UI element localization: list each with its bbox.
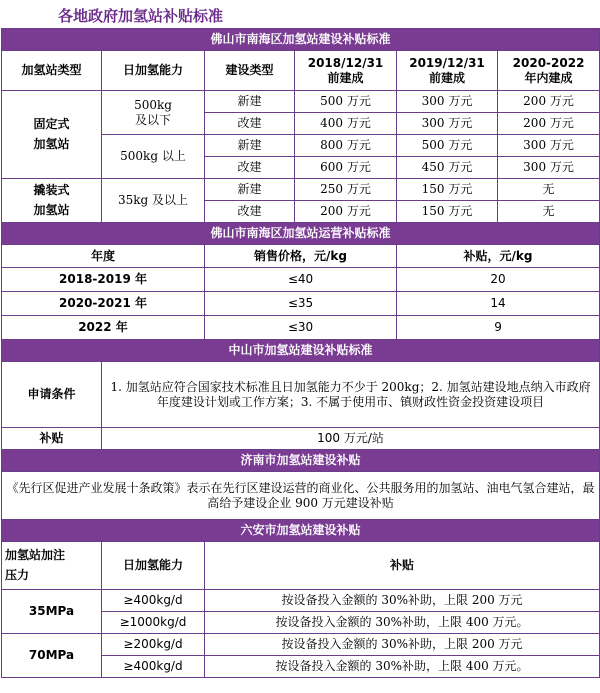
subsidy-cell: 600 万元 (295, 157, 397, 179)
subsidy-cell: 150 万元 (397, 179, 498, 201)
foshan-build-banner: 佛山市南海区加氢站建设补贴标准 (2, 29, 600, 51)
build-type-cell: 改建 (205, 113, 295, 135)
mobile-station-label: 撬装式 加氢站 (2, 179, 102, 223)
luan-capacity-cell: ≥400kg/d (102, 590, 205, 612)
luan-banner: 六安市加氢站建设补贴 (2, 520, 600, 542)
build-type-cell: 改建 (205, 157, 295, 179)
luan-capacity-cell: ≥1000kg/d (102, 612, 205, 634)
header-station-type: 加氢站类型 (2, 51, 102, 91)
ops-subsidy-cell: 9 (397, 316, 600, 340)
subsidy-cell: 300 万元 (397, 91, 498, 113)
ops-year-cell: 2022 年 (2, 316, 205, 340)
build-type-cell: 新建 (205, 91, 295, 113)
luan-header-pressure: 加氢站加注 压力 (2, 542, 102, 590)
build-type-cell: 改建 (205, 201, 295, 223)
luan-capacity-cell: ≥200kg/d (102, 634, 205, 656)
build-type-cell: 新建 (205, 179, 295, 201)
zhongshan-cond-label: 申请条件 (2, 362, 102, 428)
luan-subsidy-cell: 按设备投入金额的 30%补助，上限 400 万元。 (205, 612, 600, 634)
zhongshan-banner: 中山市加氢站建设补贴标准 (2, 340, 600, 362)
subsidy-cell: 450 万元 (397, 157, 498, 179)
capacity-mobile: 35kg 及以上 (102, 179, 205, 223)
capacity-small: 500kg 及以下 (102, 91, 205, 135)
ops-year-cell: 2018-2019 年 (2, 268, 205, 292)
subsidy-table (1, 28, 600, 678)
jinan-text: 《先行区促进产业发展十条政策》表示在先行区建设运营的商业化、公共服务用的加氢站、油电气氢合建站，最高给予建设企业 900 万元建设补贴 (2, 472, 600, 520)
jinan-banner: 济南市加氢站建设补贴 (2, 450, 600, 472)
subsidy-cell: 200 万元 (295, 201, 397, 223)
luan-subsidy-cell: 按设备投入金额的 30%补助，上限 200 万元 (205, 590, 600, 612)
subsidy-cell: 150 万元 (397, 201, 498, 223)
ops-header-subsidy: 补贴，元/kg (397, 245, 600, 268)
subsidy-cell: 800 万元 (295, 135, 397, 157)
capacity-large: 500kg 以上 (102, 135, 205, 179)
header-daily-capacity: 日加氢能力 (102, 51, 205, 91)
subsidy-cell: 400 万元 (295, 113, 397, 135)
luan-pressure-35: 35MPa (2, 590, 102, 634)
subsidy-cell: 300 万元 (498, 135, 600, 157)
zhongshan-subsidy-value: 100 万元/站 (102, 428, 600, 450)
luan-subsidy-cell: 按设备投入金额的 30%补助，上限 200 万元 (205, 634, 600, 656)
luan-header-subsidy: 补贴 (205, 542, 600, 590)
ops-header-price: 销售价格，元/kg (205, 245, 397, 268)
page-title: 各地政府加氢站补贴标准 (58, 7, 224, 25)
subsidy-cell: 500 万元 (397, 135, 498, 157)
subsidy-cell: 500 万元 (295, 91, 397, 113)
subsidy-cell: 200 万元 (498, 113, 600, 135)
zhongshan-subsidy-label: 补贴 (2, 428, 102, 450)
subsidy-cell: 300 万元 (498, 157, 600, 179)
luan-subsidy-cell: 按设备投入金额的 30%补助，上限 400 万元。 (205, 656, 600, 678)
header-2020-2022: 2020-2022 年内建成 (498, 51, 600, 91)
ops-price-cell: ≤30 (205, 316, 397, 340)
header-2018: 2018/12/31 前建成 (295, 51, 397, 91)
header-build-type: 建设类型 (205, 51, 295, 91)
header-2019: 2019/12/31 前建成 (397, 51, 498, 91)
zhongshan-cond-text: 1. 加氢站应符合国家技术标准且日加氢能力不少于 200kg；2. 加氢站建设地点纳入市政府年度建设计划或工作方案；3. 不属于使用市、镇财政性资金投资建设项目 (102, 362, 600, 428)
luan-header-capacity: 日加氢能力 (102, 542, 205, 590)
subsidy-cell: 200 万元 (498, 91, 600, 113)
foshan-ops-banner: 佛山市南海区加氢站运营补贴标准 (2, 223, 600, 245)
ops-price-cell: ≤35 (205, 292, 397, 316)
subsidy-cell: 300 万元 (397, 113, 498, 135)
luan-pressure-70: 70MPa (2, 634, 102, 678)
ops-year-cell: 2020-2021 年 (2, 292, 205, 316)
ops-subsidy-cell: 20 (397, 268, 600, 292)
ops-header-year: 年度 (2, 245, 205, 268)
build-type-cell: 新建 (205, 135, 295, 157)
subsidy-cell: 250 万元 (295, 179, 397, 201)
fixed-station-label: 固定式 加氢站 (2, 91, 102, 179)
luan-capacity-cell: ≥400kg/d (102, 656, 205, 678)
ops-price-cell: ≤40 (205, 268, 397, 292)
subsidy-cell: 无 (498, 179, 600, 201)
subsidy-cell: 无 (498, 201, 600, 223)
ops-subsidy-cell: 14 (397, 292, 600, 316)
